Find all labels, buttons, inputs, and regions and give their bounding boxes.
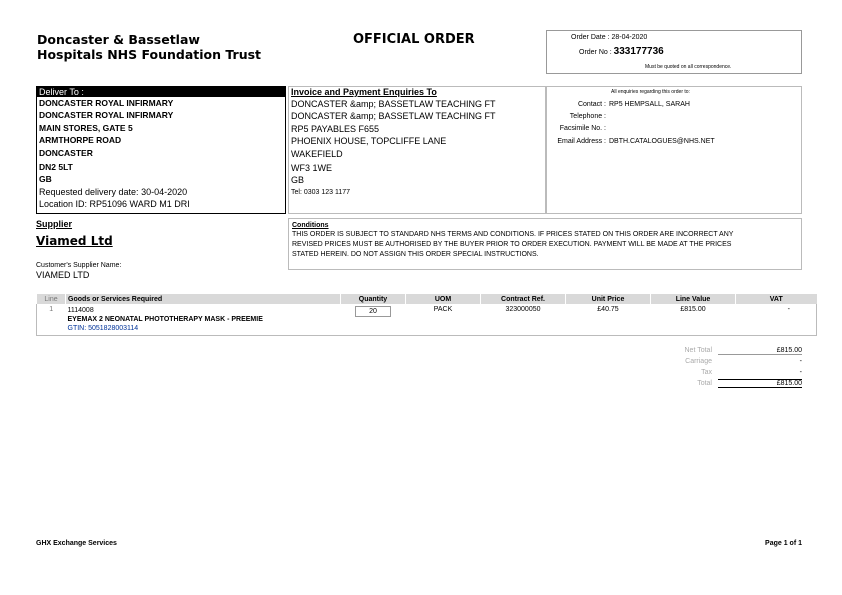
order-date-label: Order Date : — [571, 34, 610, 41]
page-number: Page 1 of 1 — [765, 540, 802, 547]
contact-box — [546, 86, 802, 214]
deliver-line: ARMTHORPE ROAD — [39, 135, 122, 146]
column-header-uom: UOM — [406, 294, 481, 304]
item-code: 1114008 — [67, 307, 94, 314]
deliver-line: DONCASTER ROYAL INFIRMARY — [39, 110, 174, 121]
order-number — [579, 46, 664, 57]
customer-supplier-name-label: Customer's Supplier Name: — [36, 262, 122, 269]
invoice-heading: Invoice and Payment Enquiries To — [291, 87, 437, 97]
location-id: Location ID: RP51096 WARD M1 DRI — [39, 199, 190, 210]
deliver-country: GB — [39, 174, 52, 185]
order-items-table — [36, 294, 817, 336]
contact-value: RP5 HEMPSALL, SARAH — [609, 101, 690, 108]
deliver-postcode: DN2 5LT — [39, 162, 73, 173]
table-header-row — [37, 294, 817, 304]
supplier-heading: Supplier — [36, 219, 73, 229]
tax-label: Tax — [701, 369, 712, 376]
column-header-line-value: Line Value — [651, 294, 736, 304]
fax-label: Facsimile No. : — [559, 125, 606, 132]
invoice-line: RP5 PAYABLES F655 — [291, 123, 380, 134]
cell-goods — [66, 304, 341, 336]
quantity-value: 20 — [355, 306, 391, 317]
deliver-to-heading: Deliver To : — [37, 87, 285, 97]
deliver-line: DONCASTER ROYAL INFIRMARY — [39, 98, 174, 108]
conditions-line: REVISED PRICES MUST BE AUTHORISED BY THE BUYER PRIOR TO ORDER EXECUTION. PAYMENT WILL BE MADE AT THE PRICES — [292, 241, 732, 248]
column-header-goods: Goods or Services Required — [66, 294, 341, 304]
trust-name — [37, 32, 261, 62]
deliver-to-box — [36, 86, 286, 214]
column-header-unit-price: Unit Price — [566, 294, 651, 304]
invoice-line: WAKEFIELD — [291, 148, 343, 159]
supplier-name: Viamed Ltd — [36, 234, 113, 248]
cell-line-value: £815.00 — [651, 304, 736, 336]
requested-delivery-date: Requested delivery date: 30-04-2020 — [39, 186, 188, 197]
invoice-tel: Tel: 0303 123 1177 — [291, 188, 351, 196]
net-total-value: £815.00 — [718, 347, 802, 355]
order-info-box — [546, 30, 802, 74]
cell-vat: - — [736, 304, 817, 336]
order-date-value: 28-04-2020 — [611, 34, 648, 41]
conditions-box — [288, 218, 802, 270]
trust-name-line2: Hospitals NHS Foundation Trust — [37, 47, 262, 62]
conditions-line: THIS ORDER IS SUBJECT TO STANDARD NHS TERMS AND CONDITIONS. IF PRICES STATED ON THIS ORDER ARE INCORRECT ANY — [292, 231, 734, 238]
deliver-line: MAIN STORES, GATE 5 — [39, 122, 133, 133]
invoice-line: WF3 1WE — [291, 163, 333, 174]
total-label: Total — [697, 380, 712, 387]
tax-value: - — [799, 369, 802, 376]
invoice-line: GB — [291, 175, 305, 186]
invoice-enquiries-box — [288, 86, 546, 214]
cell-quantity — [341, 304, 406, 336]
net-total-label: Net Total — [684, 347, 712, 354]
email-label: Email Address : — [557, 138, 606, 145]
invoice-line: DONCASTER &amp; BASSETLAW TEACHING FT — [291, 111, 496, 122]
total-value: £815.00 — [718, 379, 802, 388]
document-title: OFFICIAL ORDER — [353, 32, 475, 47]
conditions-line: STATED HEREIN. DO NOT ASSIGN THIS ORDER SPECIAL INSTRUCTIONS. — [292, 251, 539, 258]
table-row — [37, 304, 817, 336]
column-header-contract-ref: Contract Ref. — [481, 294, 566, 304]
telephone-label: Telephone : — [569, 113, 606, 120]
order-number-label: Order No : — [579, 49, 612, 56]
order-number-note: Must be quoted on all correspondence. — [645, 64, 732, 70]
footer-left: GHX Exchange Services — [36, 540, 117, 547]
order-number-value: 333177736 — [613, 46, 664, 57]
trust-name-line1: Doncaster & Bassetlaw — [37, 32, 200, 47]
contact-label: Contact : — [577, 101, 606, 108]
cell-line: 1 — [37, 304, 66, 336]
cell-contract-ref: 323000050 — [481, 304, 566, 336]
customer-supplier-name-value: VIAMED LTD — [36, 270, 90, 280]
item-gtin: GTIN: 5051828003114 — [67, 325, 139, 332]
email-value: DBTH.CATALOGUES@NHS.NET — [609, 138, 715, 145]
column-header-vat: VAT — [736, 294, 817, 304]
column-header-quantity: Quantity — [341, 294, 406, 304]
order-date — [571, 34, 647, 41]
carriage-label: Carriage — [685, 358, 712, 365]
cell-uom: PACK — [406, 304, 481, 336]
deliver-line: DONCASTER — [39, 147, 93, 158]
invoice-line: DONCASTER &amp; BASSETLAW TEACHING FT — [291, 99, 496, 109]
invoice-line: PHOENIX HOUSE, TOPCLIFFE LANE — [291, 136, 447, 147]
column-header-line: Line — [37, 294, 66, 304]
item-description: EYEMAX 2 NEONATAL PHOTOTHERAPY MASK - PREEMIE — [67, 316, 263, 323]
conditions-heading: Conditions — [292, 222, 329, 229]
carriage-value: - — [799, 358, 802, 365]
cell-unit-price: £40.75 — [566, 304, 651, 336]
contact-note: All enquiries regarding this order to: — [611, 89, 690, 95]
